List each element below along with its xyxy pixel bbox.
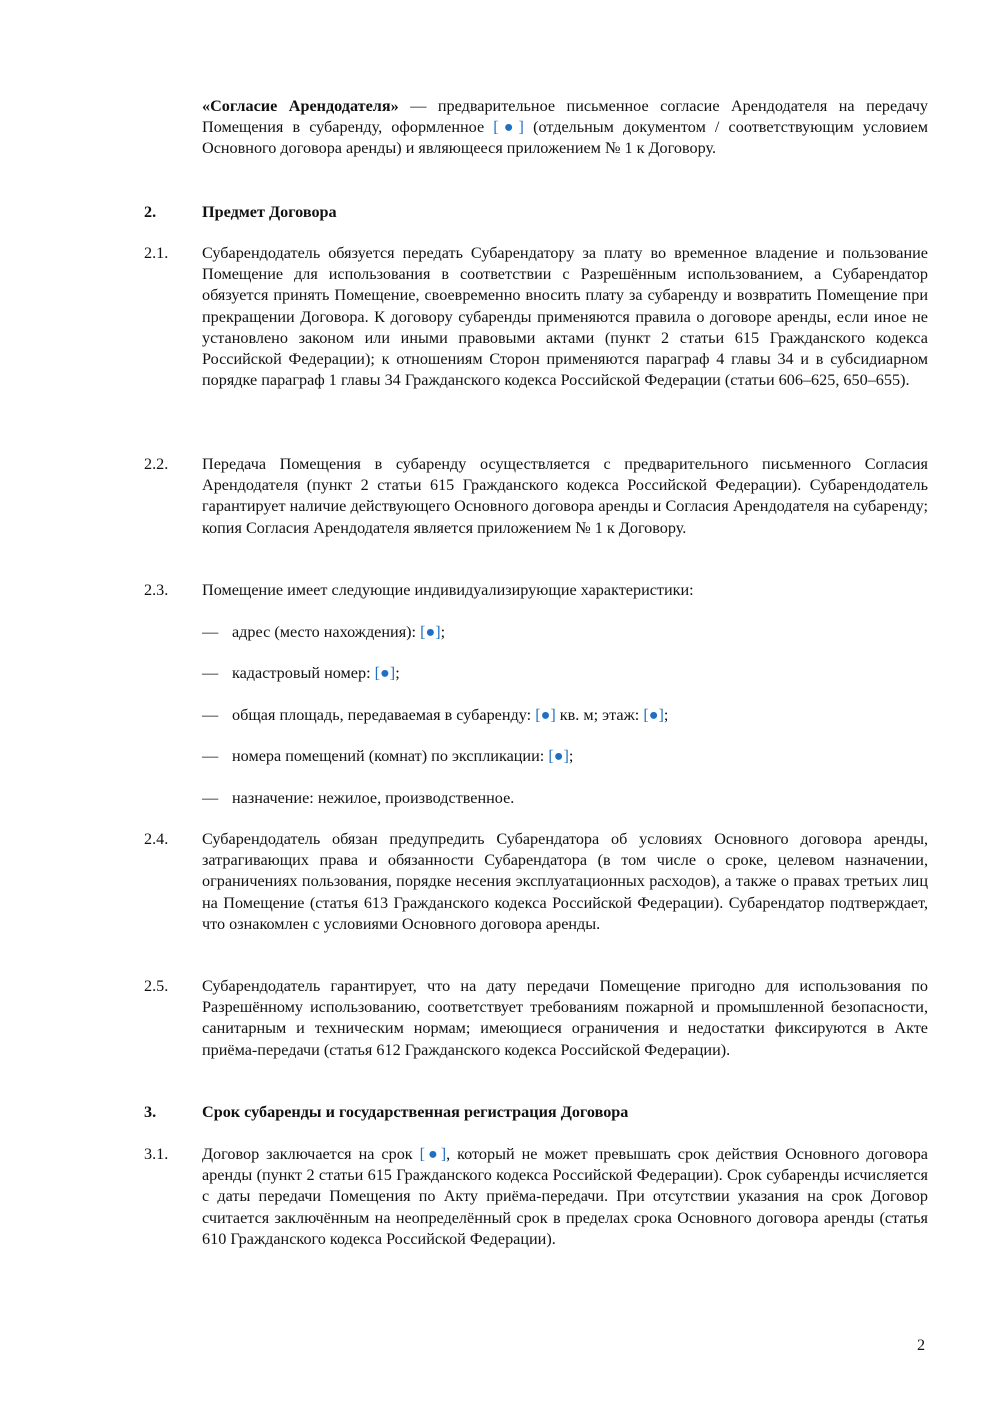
- clause-text: Субарендодатель гарантирует, что на дату передачи Помещение пригодно для использования по Разрешённому использованию, соответствует требованиям пожарной и промышленной безопасности, санитарным и техническим нормам; имеющиеся ограничения и недостатки фиксируются в Акте приёма-передачи (статья 612 Гражданского кодекса Российской Федерации).: [202, 977, 928, 1059]
- clause-text: Помещение имеет следующие индивидуализирующие характеристики:: [202, 581, 694, 599]
- list-item-end: ;: [440, 623, 446, 641]
- dash-marker: —: [202, 706, 219, 724]
- definition-term: «Согласие Арендодателя»: [202, 97, 399, 115]
- page-number: 2: [917, 1336, 926, 1354]
- list-item-text: назначение: нежилое, производственное.: [232, 789, 515, 807]
- definition-paragraph: [202, 96, 928, 160]
- list-item-end: ;: [663, 706, 669, 724]
- clause-2-3: [144, 580, 928, 601]
- list-item-text: номера помещений (комнат) по экспликации:: [232, 747, 549, 765]
- placeholder: [●]: [420, 623, 441, 641]
- placeholder: [●]: [374, 664, 396, 682]
- clause-2-5: [144, 976, 928, 1061]
- list-item-room-numbers: [202, 746, 573, 767]
- clause-number: 2.1.: [144, 244, 169, 262]
- placeholder: [●]: [548, 747, 569, 765]
- clause-3-1: [144, 1144, 928, 1250]
- placeholder: [●]: [493, 118, 524, 137]
- placeholder: [●]: [419, 1145, 447, 1163]
- list-item-text: адрес (место нахождения):: [232, 623, 421, 641]
- clause-text: [202, 1144, 928, 1250]
- section-title: Срок субаренды и государственная регистрация Договора: [202, 1103, 629, 1121]
- clause-text-start: Договор заключается на срок: [202, 1145, 420, 1163]
- section-title: Предмет Договора: [202, 203, 337, 221]
- definition-text: — предварительное письменное согласие Арендодателя на передачу Помещения в субаренду, оформленное: [202, 97, 928, 137]
- clause-text: Передача Помещения в субаренду осуществляется с предварительного письменного Согласия Арендодателя (пункт 2 статьи 615 Гражданского кодекса Российской Федерации). Субарендодатель гарантирует наличие действующего Основного договора аренды и Согласия Арендодателя на субаренду; копия Согласия Арендодателя является приложением № 1 к Договору.: [202, 455, 928, 537]
- list-item-end: ;: [568, 747, 574, 765]
- list-item-text: общая площадь, передаваемая в субаренду:: [232, 706, 536, 724]
- clause-text-continued: , который не может превышать срок действия Основного договора аренды (пункт 2 статьи 615 Гражданского кодекса Российской Федерации). Срок субаренды исчисляется с даты передачи Помещения по Акту приёма-передачи. При отсутствии указания на срок Договор считается заключённым на неопределённый срок в пределах срока Основного договора аренды (статья 610 Гражданского кодекса Российской Федерации).: [202, 1145, 928, 1248]
- clause-number: 3.1.: [144, 1145, 169, 1163]
- list-item-text: кадастровый номер:: [232, 664, 375, 682]
- placeholder: [●]: [535, 706, 556, 724]
- clause-text: Субарендодатель обязуется передать Субарендатору за плату во временное владение и пользование Помещение для использования в соответствии с Разрешённым использованием, а Субарендатор обязуется принять Помещение, своевременно вносить плату за субаренду и возвратить Помещение при прекращении Договора. К договору субаренды применяются правила о договоре аренды, если иное не установлено законом или иными правовыми актами (пункт 2 статьи 615 Гражданского кодекса Российской Федерации); к отношениям Сторон применяются параграф 4 главы 34 и в субсидиарном порядке параграф 1 главы 34 Гражданского кодекса Российской Федерации (статьи 606–625, 650–655).: [202, 244, 928, 390]
- clause-number: 2.2.: [144, 455, 169, 473]
- section-number: 3.: [144, 1103, 157, 1121]
- list-item-cadastral-number: [202, 663, 400, 684]
- list-item-end: ;: [395, 664, 400, 682]
- dash-marker: —: [202, 664, 219, 682]
- dash-marker: —: [202, 747, 219, 765]
- list-item-text-middle: кв. м; этаж:: [555, 706, 644, 724]
- placeholder: [●]: [643, 706, 664, 724]
- list-item-address: [202, 622, 445, 643]
- clause-2-2: [144, 454, 928, 539]
- clause-number: 2.5.: [144, 977, 169, 995]
- dash-marker: —: [202, 623, 219, 641]
- clause-number: 2.4.: [144, 830, 169, 848]
- clause-number: 2.3.: [144, 581, 169, 599]
- clause-text: Субарендодатель обязан предупредить Субарендатора об условиях Основного договора аренды, затрагивающих права и обязанности Субарендатора (в том числе о сроке, целевом назначении, ограничениях пользования, порядке несения эксплуатационных расходов), а также о правах третьих лиц на Помещение (статья 613 Гражданского кодекса Российской Федерации). Субарендатор подтверждает, что ознакомлен с условиями Основного договора аренды.: [202, 830, 928, 933]
- definition-text-continued: (отдельным документом / соответствующим условием Основного договора аренды) и являющееся приложением № 1 к Договору.: [202, 118, 928, 158]
- clause-2-1: [144, 243, 928, 391]
- clause-2-4: [144, 829, 928, 935]
- dash-marker: —: [202, 789, 219, 807]
- list-item-purpose: [202, 788, 514, 809]
- section-number: 2.: [144, 203, 157, 221]
- list-item-area-floor: [202, 705, 668, 726]
